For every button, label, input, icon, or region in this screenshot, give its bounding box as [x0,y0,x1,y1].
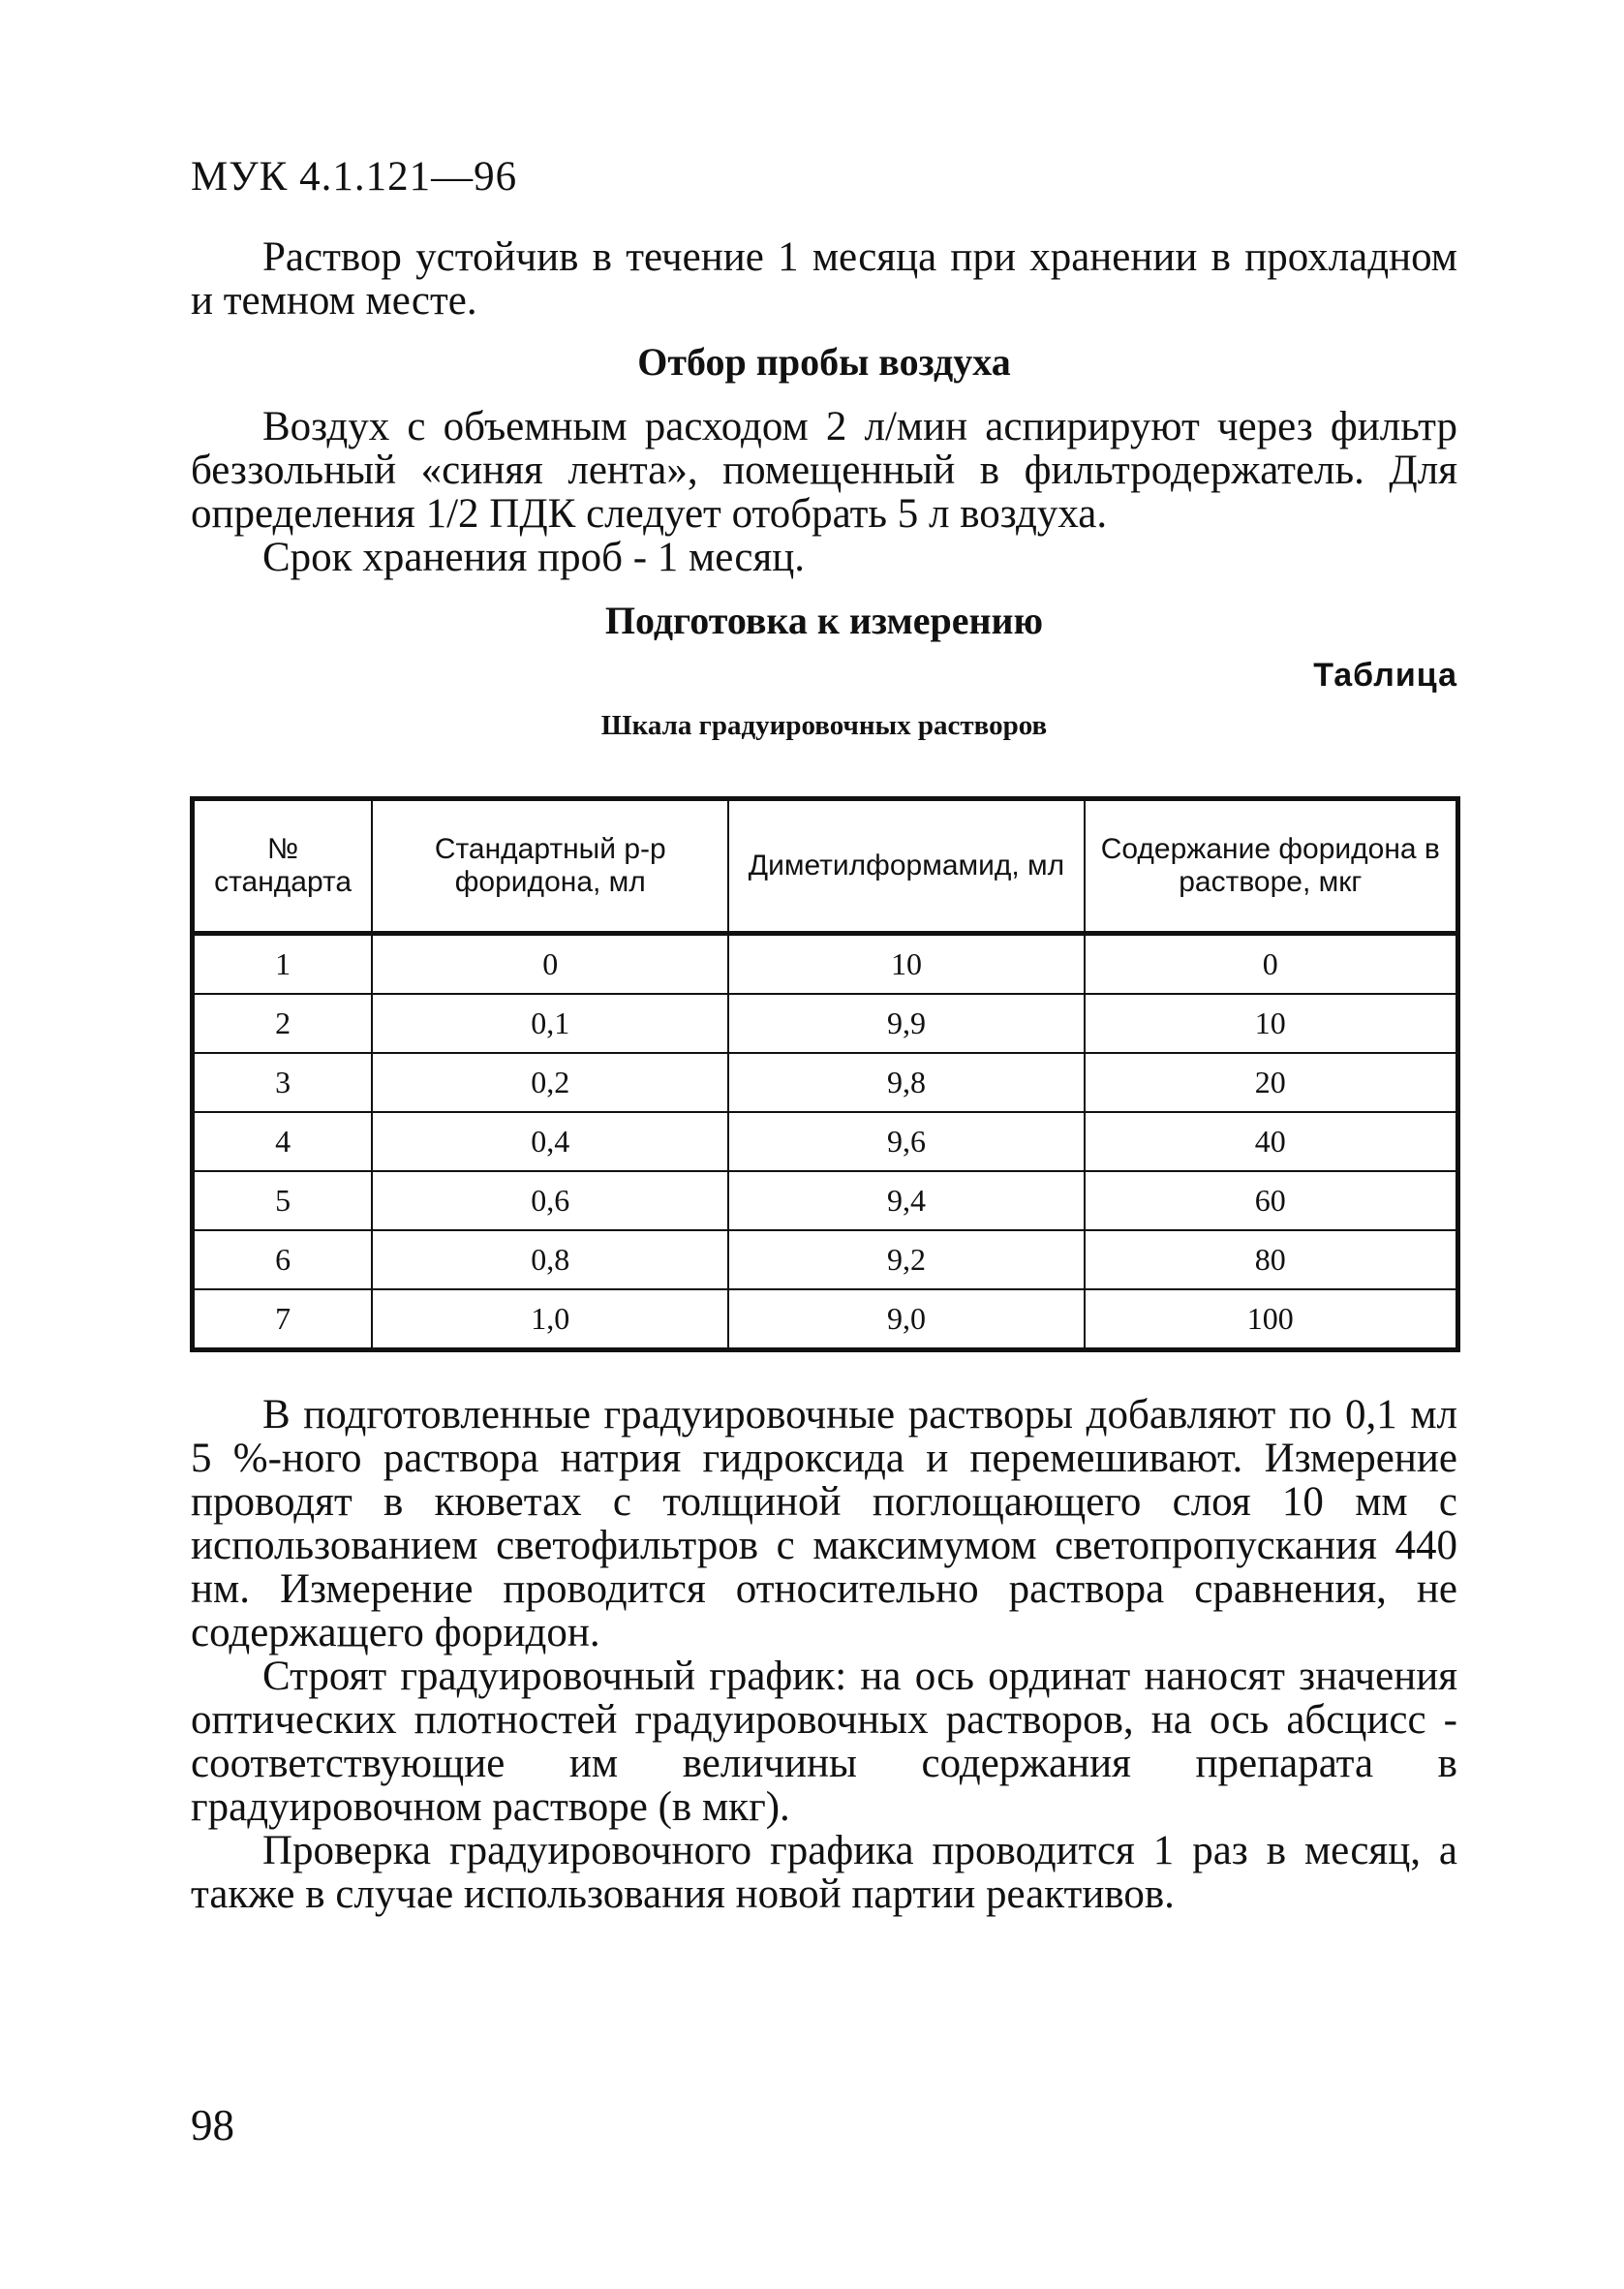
running-head: МУК 4.1.121—96 [191,154,518,200]
sampling-heading: Отбор пробы воздуха [637,340,1011,384]
table-cell: 9,0 [728,1289,1084,1350]
table-cell: 4 [193,1112,373,1171]
table-cell: 80 [1085,1230,1458,1289]
header-foridon-content: Содержание форидона в растворе, мкг [1085,799,1458,934]
table-cell: 20 [1085,1053,1458,1112]
storage-paragraph: Срок хранения проб - 1 месяц. [262,535,806,580]
page-number: 98 [191,2101,234,2150]
table-cell: 9,4 [728,1171,1084,1230]
table-cell: 3 [193,1053,373,1112]
table-row [193,994,1458,1053]
preparation-heading: Подготовка к измерению [604,599,1044,642]
table-cell: 0 [1085,934,1458,995]
intro-paragraph: Раствор устойчив в течение 1 месяца при хранении в прохладном и темном месте. [191,234,1457,324]
table-cell: 0,2 [372,1053,728,1112]
header-standard-solution: Стандартный р-р форидона, мл [372,799,728,934]
table-row [193,1171,1458,1230]
table-cell: 0 [372,934,728,995]
header-dimethylformamide: Диметилформамид, мл [728,799,1084,934]
table-cell: 5 [193,1171,373,1230]
table-cell: 7 [193,1289,373,1350]
table-cell: 2 [193,994,373,1053]
intro-section [191,235,1457,323]
table-cell: 10 [728,934,1084,995]
header-standard-number: № стандарта [193,799,373,934]
table-cell: 6 [193,1230,373,1289]
table-cell: 9,2 [728,1230,1084,1289]
measurement-section [191,1393,1457,1916]
calibration-graph-paragraph: Строят градуировочный график: на ось ординат наносят значения оптических плотностей градуировочных растворов, на ось абсцисс - соответствующие им величины содержания препарата в градуировочном растворе (в мкг). [191,1654,1457,1830]
table-cell: 60 [1085,1171,1458,1230]
table-row [193,1053,1458,1112]
table-cell: 9,9 [728,994,1084,1053]
table-cell: 0,1 [372,994,728,1053]
table-cell: 100 [1085,1289,1458,1350]
table-cell: 9,6 [728,1112,1084,1171]
table-row [193,1230,1458,1289]
sampling-section [191,405,1457,579]
table-cell: 1 [193,934,373,995]
table-cell: 0,8 [372,1230,728,1289]
table-label: Таблица [1313,657,1457,694]
table-cell: 1,0 [372,1289,728,1350]
table-row [193,1112,1458,1171]
calibration-table [190,796,1460,1352]
table-cell: 10 [1085,994,1458,1053]
measurement-paragraph: В подготовленные градуировочные растворы добавляют по 0,1 мл 5 %-ного раствора натрия гидроксида и перемешивают. Измерение проводят в кюветах с толщиной поглощающего слоя 10 мм с использованием светофильтров с максимумом светопропускания 440 нм. Измерение проводится относительно раствора сравнения, не содержащего форидон. [191,1392,1457,1655]
table-row [193,934,1458,995]
graph-check-paragraph: Проверка градуировочного графика проводится 1 раз в месяц, а также в случае использования новой партии реактивов. [191,1828,1457,1917]
sampling-paragraph: Воздух с объемным расходом 2 л/мин аспирируют через фильтр беззольный «синяя лента», помещенный в фильтродержатель. Для определения 1/2 ПДК следует отобрать 5 л воздуха. [191,404,1457,537]
table-cell: 9,8 [728,1053,1084,1112]
table-caption: Шкала градуировочных растворов [600,710,1048,741]
table-row [193,1289,1458,1350]
table-cell: 0,6 [372,1171,728,1230]
table-cell: 40 [1085,1112,1458,1171]
table-header-row [193,799,1458,934]
table-cell: 0,4 [372,1112,728,1171]
